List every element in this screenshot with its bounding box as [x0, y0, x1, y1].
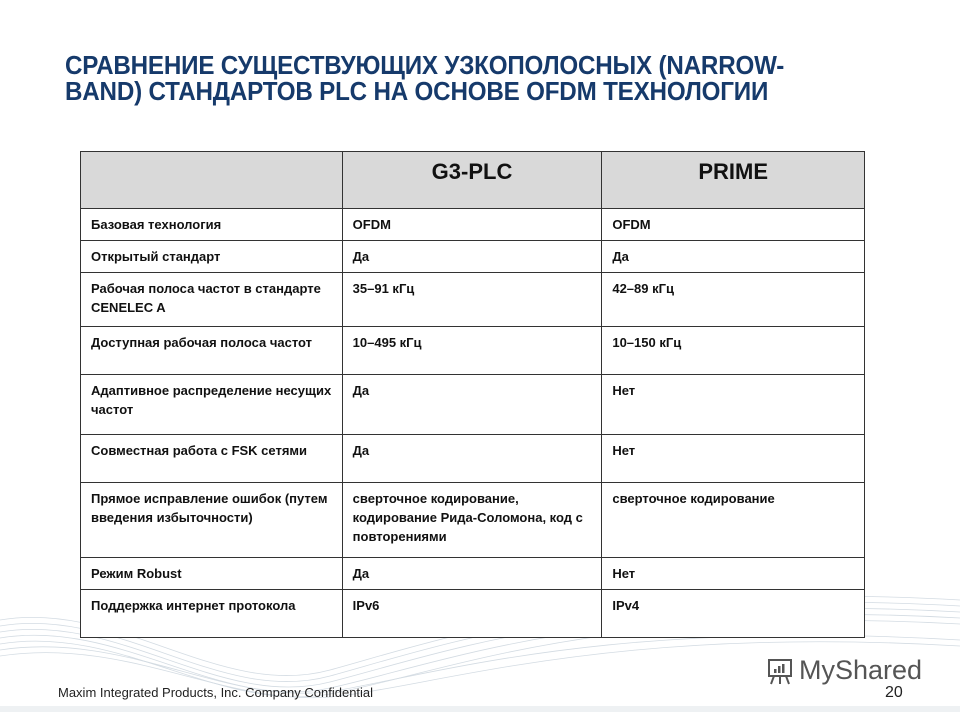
prime-cell: Нет [602, 375, 865, 435]
header-empty-cell [81, 152, 343, 209]
presentation-board-icon [765, 656, 795, 686]
table-row [81, 273, 865, 327]
feature-cell: Режим Robust [81, 558, 343, 590]
prime-cell: OFDM [602, 209, 865, 241]
feature-cell: Открытый стандарт [81, 241, 343, 273]
page-number: 20 [885, 684, 903, 701]
g3-plc-cell: IPv6 [342, 590, 602, 638]
table-row [81, 590, 865, 638]
feature-cell: Совместная работа с FSK сетями [81, 435, 343, 483]
prime-cell: IPv4 [602, 590, 865, 638]
g3-plc-cell: Да [342, 435, 602, 483]
watermark-text: MyShared [799, 655, 923, 685]
prime-cell: Нет [602, 435, 865, 483]
g3-plc-cell: 35–91 кГц [342, 273, 602, 327]
slide-title-line-2: BAND) СТАНДАРТОВ PLC НА ОСНОВЕ OFDM ТЕХНОЛОГИИ [65, 76, 769, 106]
table-row [81, 327, 865, 375]
g3-plc-cell: Да [342, 558, 602, 590]
myshared-watermark [765, 655, 922, 686]
feature-cell: Прямое исправление ошибок (путем введения избыточности) [81, 483, 343, 558]
g3-plc-cell: Да [342, 241, 602, 273]
prime-cell: 42–89 кГц [602, 273, 865, 327]
feature-cell: Базовая технология [81, 209, 343, 241]
table-row [81, 375, 865, 435]
g3-plc-cell: OFDM [342, 209, 602, 241]
table-header-row [81, 152, 865, 209]
g3-plc-cell: 10–495 кГц [342, 327, 602, 375]
table-row [81, 435, 865, 483]
table-row [81, 558, 865, 590]
prime-cell: сверточное кодирование [602, 483, 865, 558]
feature-cell: Рабочая полоса частот в стандарте CENELEC A [81, 273, 343, 327]
table-row [81, 241, 865, 273]
slide-title-line-1: СРАВНЕНИЕ СУЩЕСТВУЮЩИХ УЗКОПОЛОСНЫХ (NARROW- [65, 50, 785, 80]
header-prime: PRIME [602, 152, 865, 209]
comparison-table [80, 151, 865, 638]
table-row [81, 483, 865, 558]
g3-plc-cell: Да [342, 375, 602, 435]
slide-title [65, 52, 846, 104]
table-row [81, 209, 865, 241]
header-g3-plc: G3-PLC [342, 152, 602, 209]
feature-cell: Доступная рабочая полоса частот [81, 327, 343, 375]
feature-cell: Адаптивное распределение несущих частот [81, 375, 343, 435]
g3-plc-cell: сверточное кодирование, кодирование Рида-Соломона, код с повторениями [342, 483, 602, 558]
feature-cell: Поддержка интернет протокола [81, 590, 343, 638]
prime-cell: 10–150 кГц [602, 327, 865, 375]
footer-confidential: Maxim Integrated Products, Inc. Company Confidential [58, 685, 374, 700]
prime-cell: Да [602, 241, 865, 273]
prime-cell: Нет [602, 558, 865, 590]
